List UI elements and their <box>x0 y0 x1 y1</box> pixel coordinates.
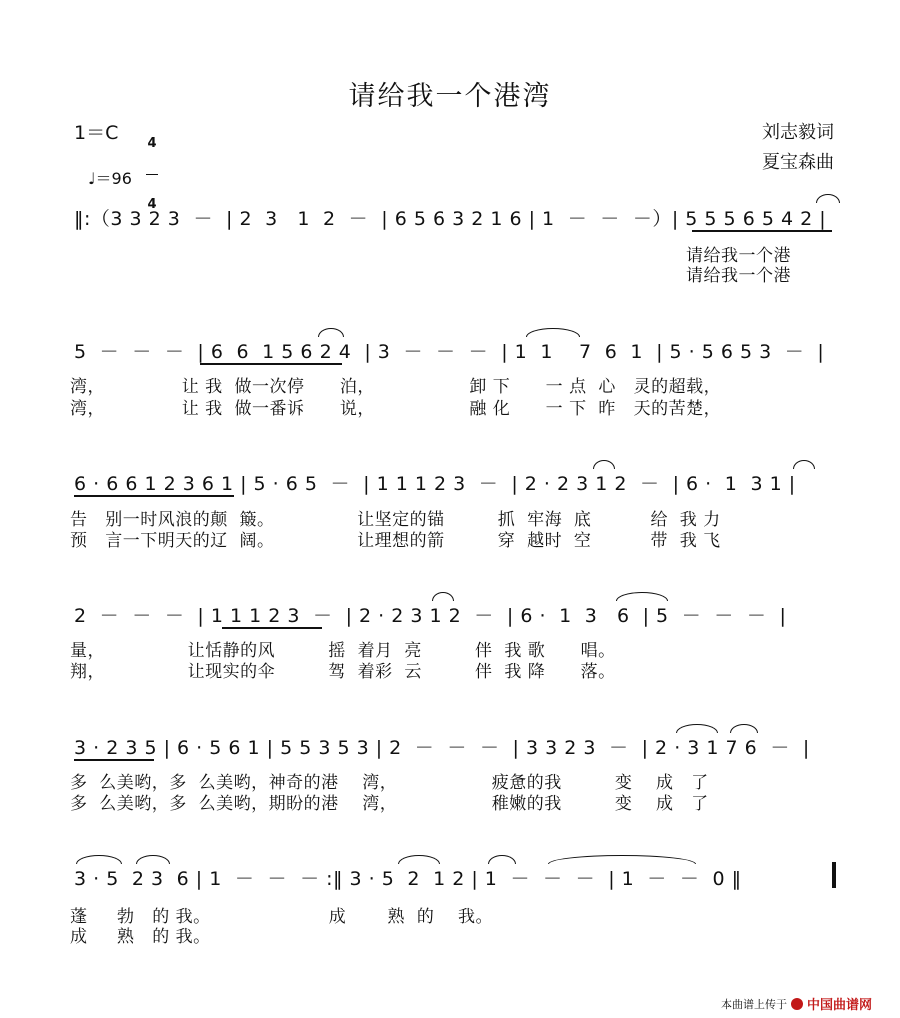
key-signature: 1＝C <box>74 122 119 144</box>
lyricist: 刘志毅词 <box>762 122 834 143</box>
song-title: 请给我一个港湾 <box>348 81 552 112</box>
tie-mark <box>793 460 815 469</box>
tie-mark <box>548 855 696 864</box>
tie-mark <box>730 724 758 733</box>
system-1-notes: ‖:（3 3 2 3 － | 2 3 1 2 － | 6 5 6 3 2 1 6 | 1 － － －）| 5 5 5 6 5 4 2 | <box>74 208 827 230</box>
system-4-lyrics-verse-1: 量， 让恬静的风 摇 着月 亮 伴 我 歌 唱。 <box>70 641 616 661</box>
underline-mark <box>200 363 342 365</box>
tie-mark <box>76 855 122 864</box>
system-6-lyrics-verse-2: 成 熟 的 我。 <box>70 927 211 947</box>
underline-mark <box>692 230 832 232</box>
time-signature-bottom: 4 <box>147 197 157 212</box>
system-4-notes: 2 － － － | 1 1 1 2 3 － | 2 · 2 3 1 2 － | 6 · 1 3 6 | 5 － － － | <box>74 605 787 627</box>
footer <box>721 994 872 1013</box>
system-3-notes: 6 · 6 6 1 2 3 6 1 | 5 · 6 5 － | 1 1 1 2 3 － | 2 · 2 3 1 2 － | 6 · 1 3 1 | <box>74 473 796 495</box>
system-5-notes: 3 · 2 3 5 | 6 · 5 6 1 | 5 5 3 5 3 | 2 － － － | 3 3 2 3 － | 2 · 3 1 7 6 － | <box>74 737 810 759</box>
system-2-lyrics-verse-1: 湾， 让 我 做一次停 泊， 卸 下 一 点 心 灵的超载， <box>70 377 722 397</box>
tie-mark <box>318 328 344 337</box>
site-logo[interactable]: 中国曲谱网 <box>806 998 872 1013</box>
system-2-lyrics-verse-2: 湾， 让 我 做一番诉 说， 融 化 一 下 昨 天的苦楚， <box>70 399 722 419</box>
composer: 夏宝森曲 <box>762 152 834 173</box>
system-1-lyrics-verse-2: 请给我一个港 <box>686 266 791 286</box>
tie-mark <box>136 855 170 864</box>
time-signature-top: 4 <box>147 136 157 151</box>
footer-text: 本曲谱上传于 <box>720 997 787 1011</box>
tie-mark <box>593 460 615 469</box>
tie-mark <box>616 592 668 601</box>
tempo-mark: ♩＝96 <box>88 169 132 188</box>
underline-mark <box>74 759 154 761</box>
underline-mark <box>222 627 322 629</box>
system-6-lyrics-verse-1: 蓬 勃 的 我。 成 熟 的 我。 <box>70 907 493 927</box>
system-5-lyrics-verse-2: 多 么美哟，多 么美哟，期盼的港 湾， 稚嫩的我 变 成 了 <box>70 794 709 814</box>
system-6-notes: 3 · 5 2 3 6 | 1 － － － :‖ 3 · 5 2 1 2 | 1 － － － | 1 － － 0 ‖ <box>74 868 742 890</box>
system-4-lyrics-verse-2: 翔， 让现实的伞 驾 着彩 云 伴 我 降 落。 <box>70 662 616 682</box>
system-3-lyrics-verse-1: 告 别一时风浪的颠 簸。 让坚定的锚 抓 牢海 底 给 我 力 <box>70 510 721 530</box>
tie-mark <box>676 724 718 733</box>
tie-mark <box>432 592 454 601</box>
system-2-notes: 5 － － － | 6 6 1 5 6 2 4 | 3 － － － | 1 1 7 6 1 | 5 · 5 6 5 3 － | <box>74 341 825 363</box>
tie-mark <box>398 855 440 864</box>
system-1-lyrics-verse-1: 请给我一个港 <box>686 246 791 266</box>
final-barline <box>832 862 836 888</box>
site-logo-icon <box>791 998 803 1010</box>
underline-mark <box>74 495 234 497</box>
tie-mark <box>816 194 840 203</box>
system-3-lyrics-verse-2: 预 言一下明天的辽 阔。 让理想的箭 穿 越时 空 带 我 飞 <box>70 531 721 551</box>
tie-mark <box>526 328 580 337</box>
system-5-lyrics-verse-1: 多 么美哟，多 么美哟，神奇的港 湾， 疲惫的我 变 成 了 <box>70 773 709 793</box>
tie-mark <box>488 855 516 864</box>
